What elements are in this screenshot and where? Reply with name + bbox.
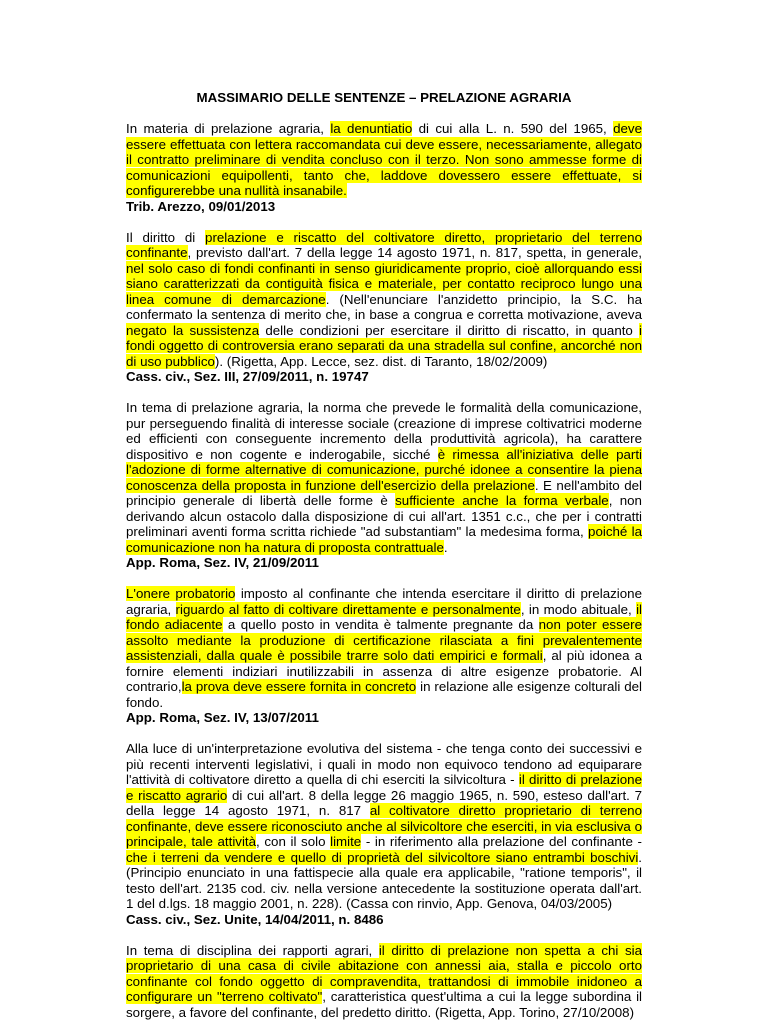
paragraph-text: imposto al confinante che intenda esercitare il diritto di prelazione agraria, xyxy=(126,586,642,617)
highlighted-text: non poter essere assolto mediante la produzione di certificazione rilasciata a fini prevalentemente assistenziali, dalla quale è possibile trarre solo dati empirici e formali xyxy=(126,617,643,663)
highlighted-text: il diritto di prelazione e riscatto agrario xyxy=(126,772,643,803)
paragraph-text: Il diritto di xyxy=(126,229,206,245)
paragraph-text: , con il solo xyxy=(256,834,331,849)
paragraph-text: . (Nell'enunciare l'anzidetto principio, la S.C. ha confermato la sentenza di merito che, in base a congrua e corretta motivazione, aveva xyxy=(126,291,642,322)
highlighted-text: L'onere probatorio xyxy=(126,586,236,601)
highlighted-text: è rimessa all'iniziativa delle parti l'adozione di forme alternative di comunicazione, purché idonee a consentire la piena conoscenza della proposta in funzione dell'esercizio della prelazione xyxy=(126,446,642,493)
ruling-paragraph xyxy=(126,586,642,726)
highlighted-text: al coltivatore diretto proprietario di terreno confinante, deve essere riconosciuto anche al silvicoltore che eserciti, in via esclusiva o principale, tale attività xyxy=(126,803,642,849)
highlighted-text: la denuntiatio xyxy=(330,121,413,136)
highlighted-text: prelazione e riscatto del coltivatore diretto, proprietario del terreno confinante xyxy=(126,229,642,260)
paragraph-text: di cui alla L. n. 590 del 1965, xyxy=(412,121,614,136)
ruling-citation: Trib. Arezzo, 09/01/2013 xyxy=(126,198,276,214)
highlighted-text: il diritto di prelazione non spetta a chi sia proprietario di una casa di civile abitazione con annessi aia, stalla e piccolo orto confinante col fondo oggetto di compravendita, trattandosi di immobile inidoneo a configurare un "terreno coltivato" xyxy=(126,942,642,1004)
ruling-paragraph xyxy=(126,943,642,1021)
ruling-citation: App. Roma, Sez. IV, 13/07/2011 xyxy=(126,710,319,725)
highlighted-text: nel solo caso di fondi confinanti in senso giuridicamente proprio, cioè allorquando essi siano caratterizzati da contiguità fisica e materiale, per contatto reciproco lungo una linea comune di demarcazione xyxy=(126,260,642,307)
paragraph-text: In tema di disciplina dei rapporti agrari, xyxy=(126,942,379,958)
highlighted-text: la prova deve essere fornita in concreto xyxy=(181,679,417,694)
paragraph-list xyxy=(126,121,642,1020)
paragraph-text: - in riferimento alla prelazione del confinante - xyxy=(361,834,642,849)
ruling-citation: Cass. civ., Sez. III, 27/09/2011, n. 19747 xyxy=(126,369,369,384)
highlighted-text: i fondi oggetto di controversia erano separati da una stradella sul confine, ancorché non di uso pubblico xyxy=(126,322,642,369)
ruling-citation: Cass. civ., Sez. Unite, 14/04/2011, n. 8486 xyxy=(126,911,384,927)
ruling-citation: App. Roma, Sez. IV, 21/09/2011 xyxy=(126,555,319,570)
highlighted-text: deve essere effettuata con lettera raccomandata cui deve essere, necessariamente, allegato il contratto preliminare di vendita concluso con il terzo. Non sono ammesse forme di comunicazioni equipollenti, tanto che, laddove dovessero essere effettuate, si configurerebbe una nullità insanabile. xyxy=(126,121,643,198)
paragraph-text: , caratteristica quest'ultima a cui la legge subordina il sorgere, a favore del confinante, del predetto diritto. (Rigetta, App. Torino, 27/10/2008) xyxy=(126,989,642,1020)
paragraph-text: ). (Rigetta, App. Lecce, sez. dist. di Taranto, 18/02/2009) xyxy=(214,353,548,369)
paragraph-text: , in modo abituale, xyxy=(520,601,637,617)
paragraph-text: a quello posto in vendita è talmente pregnante da xyxy=(222,617,539,632)
highlighted-text: negato la sussistenza xyxy=(126,322,260,338)
document-page xyxy=(126,90,642,1036)
paragraph-text: . E nell'ambito del principio generale di libertà delle forme è xyxy=(126,477,642,508)
paragraph-text: , non derivando alcun ostacolo dalla disposizione di cui all'art. 1351 c.c., che per i contratti preliminari aventi forma scritta richiede "ad substantiam" la medesima forma, xyxy=(126,493,642,539)
highlighted-text: sufficiente anche la forma verbale xyxy=(395,493,609,508)
paragraph-text: delle condizioni per esercitare il diritto di riscatto, in quanto xyxy=(259,322,640,338)
ruling-paragraph xyxy=(126,230,642,385)
paragraph-text: In materia di prelazione agraria, xyxy=(126,121,331,136)
ruling-paragraph xyxy=(126,741,642,927)
paragraph-text: . (Principio enunciato in una fattispecie alla quale era applicabile, "ratione temporis", il testo dell'art. 2135 cod. civ. nella versione antecedente la sostituzione operata dall'art. 1 del d.lgs. 18 maggio 2001, n. 228). (Cassa con rinvio, App. Genova, 04/03/2005) xyxy=(126,849,642,911)
paragraph-text: Alla luce di un'interpretazione evolutiva del sistema - che tenga conto dei successivi e più recenti interventi legislativi, i quali in modo non equivoco tendono ad equiparare l'attività di coltivatore diretto a quella di chi eserciti la silvicoltura - xyxy=(126,741,642,787)
paragraph-text: , previsto dall'art. 7 della legge 14 agosto 1971, n. 817, spetta, in generale, xyxy=(187,245,642,260)
paragraph-text: In tema di prelazione agraria, la norma che prevede le formalità della comunicazione, pur perseguendo finalità di interesse sociale (creazione di imprese coltivatrici moderne ed efficienti con conseguente incremento della produttività agricola), ha carattere dispositivo e non cogente e inderogabile, sicché xyxy=(126,400,642,462)
paragraph-text: . xyxy=(443,539,448,555)
ruling-paragraph xyxy=(126,400,642,571)
paragraph-text: in relazione alle esigenze colturali del fondo. xyxy=(126,679,642,710)
document-title: MASSIMARIO DELLE SENTENZE – PRELAZIONE AGRARIA xyxy=(196,90,572,105)
highlighted-text: che i terreni da vendere e quello di proprietà del silvicoltore siano entrambi boschivi xyxy=(126,849,639,865)
ruling-paragraph xyxy=(126,121,642,214)
highlighted-text: riguardo al fatto di coltivare direttamente e personalmente xyxy=(175,601,521,617)
highlighted-text: il fondo adiacente xyxy=(126,601,642,632)
paragraph-text: , al più idonea a fornire elementi indiziari inutilizzabili in assenza di altre esigenze probatorie. Al contrario, xyxy=(126,648,642,694)
highlighted-text: poiché la comunicazione non ha natura di proposta contrattuale xyxy=(126,524,642,555)
highlighted-text: limite xyxy=(330,834,362,849)
paragraph-text: di cui all'art. 8 della legge 26 maggio 1965, n. 590, esteso dall'art. 7 della legge 14 agosto 1971, n. 817 xyxy=(126,787,643,818)
